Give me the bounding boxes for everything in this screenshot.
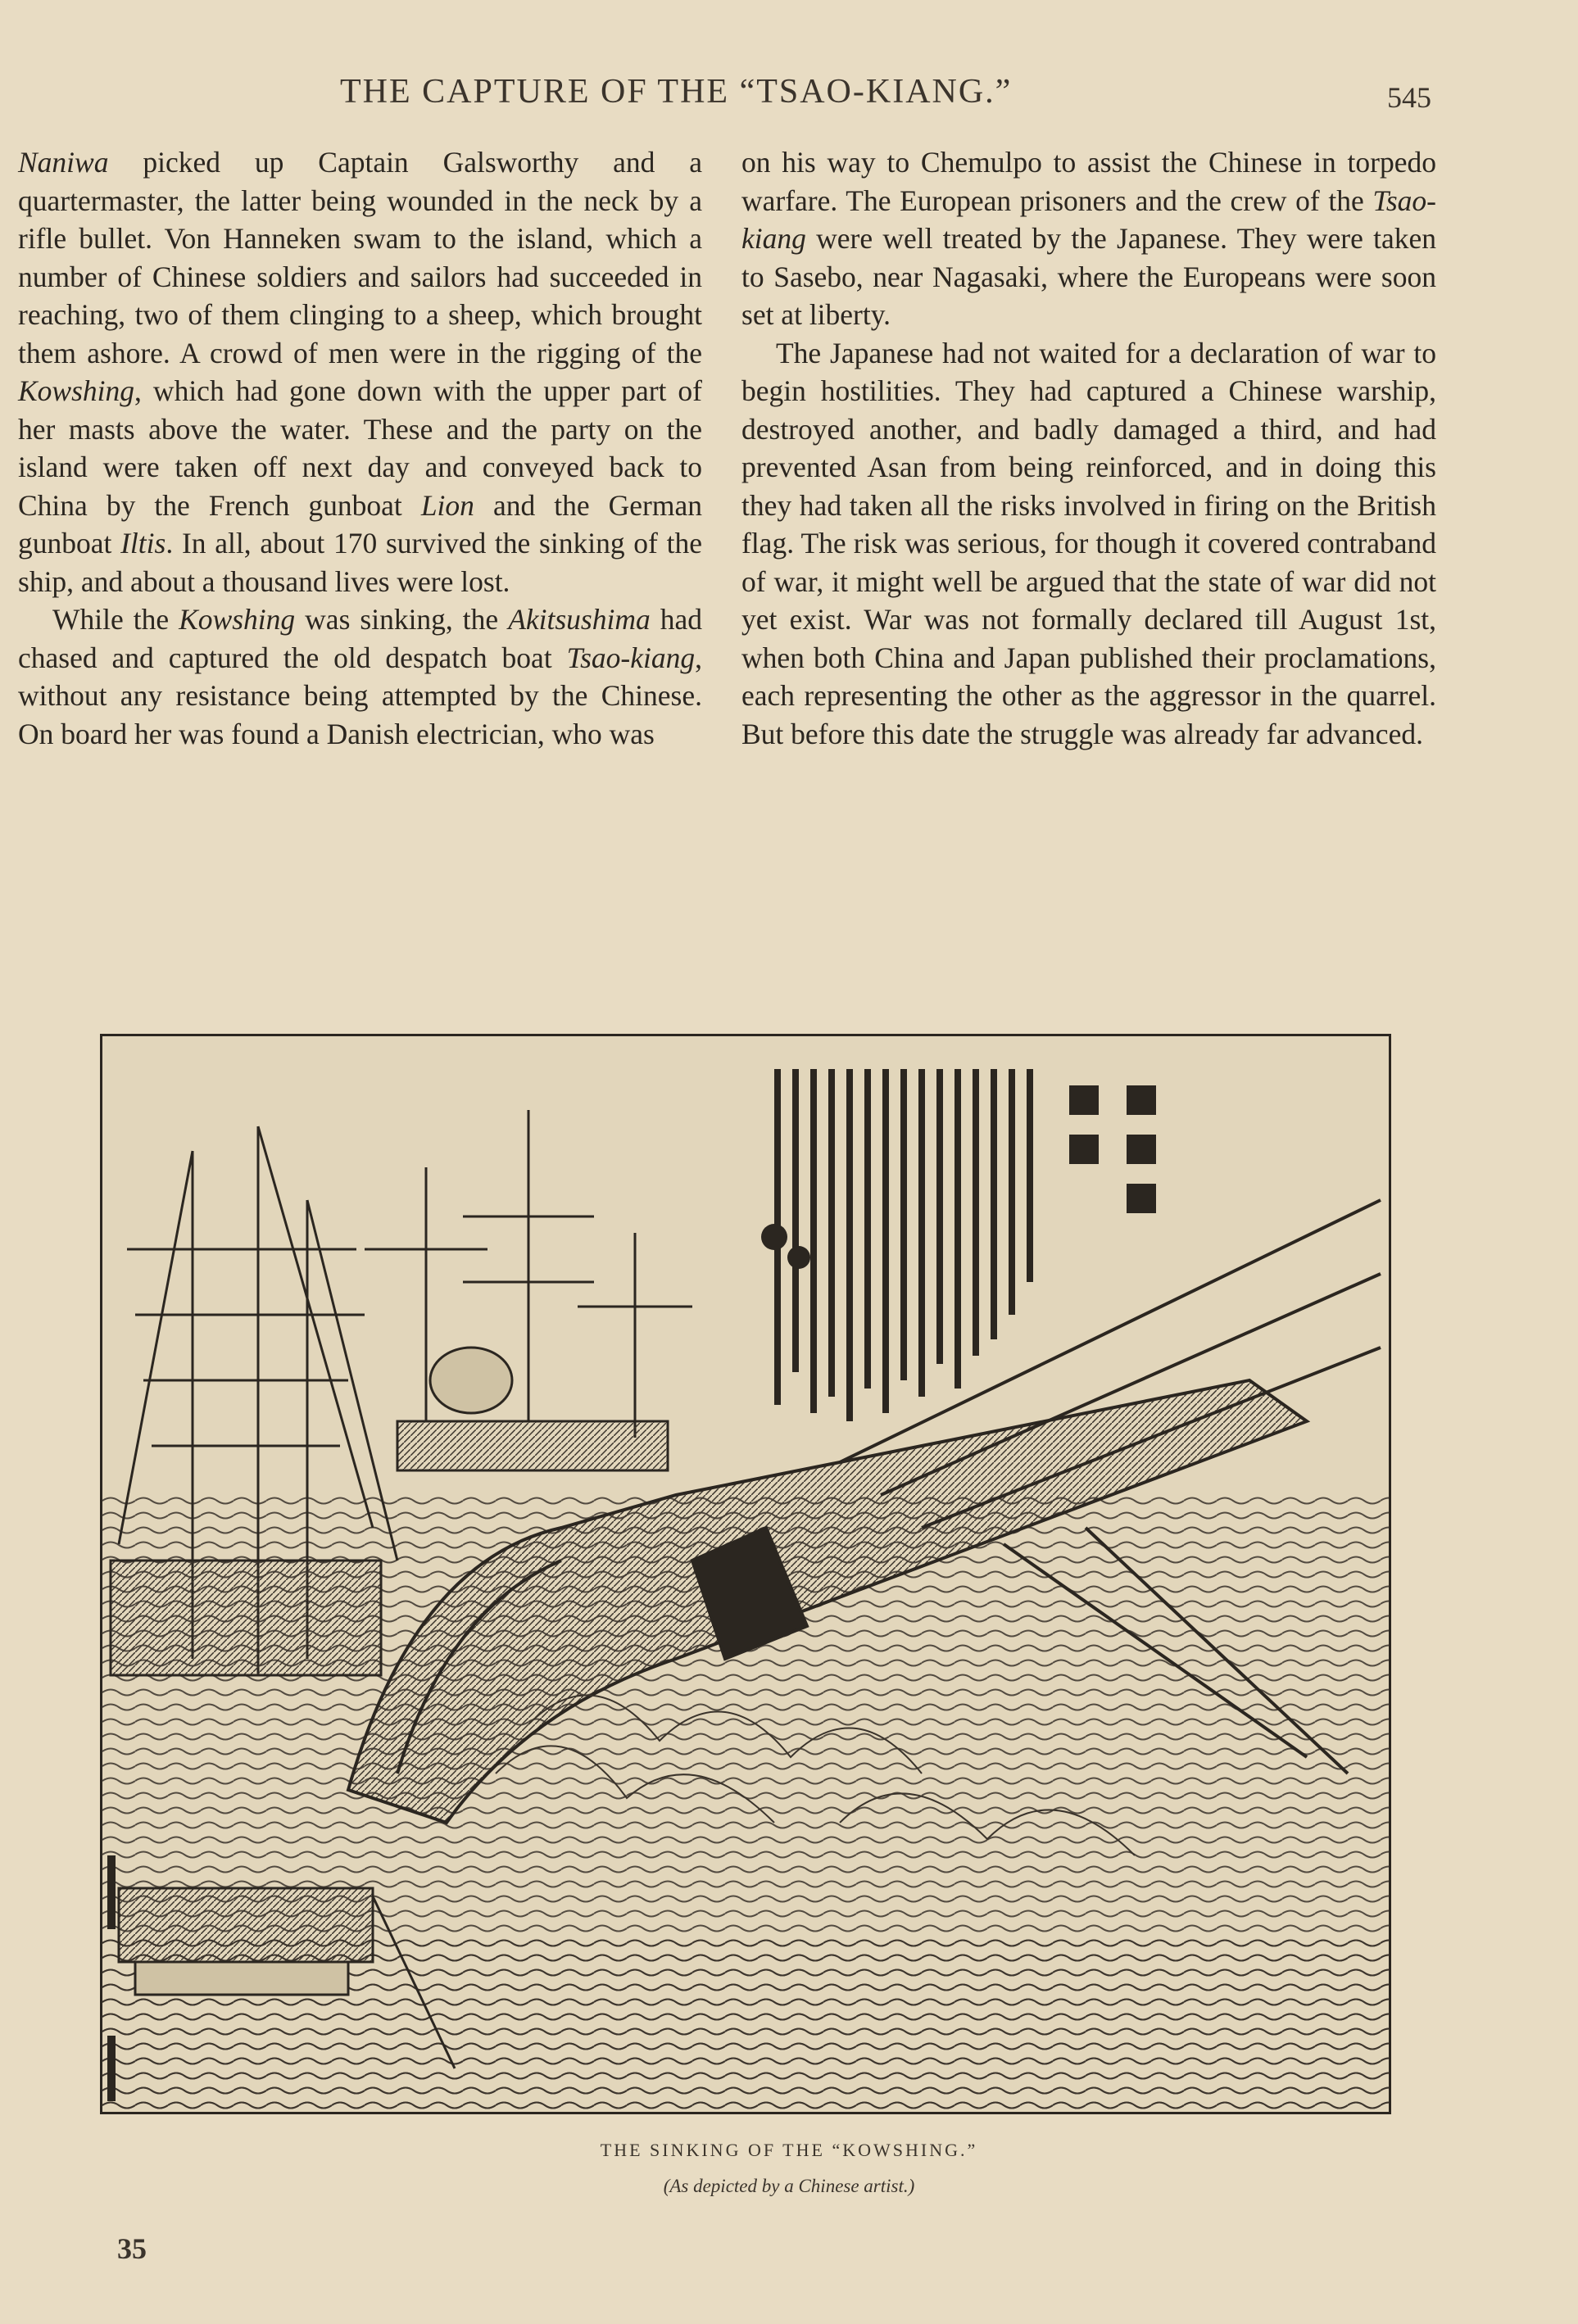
left-paragraph-1	[18, 143, 702, 600]
italic-text-run: Tsao-kiang	[566, 641, 696, 674]
italic-text-run: Akitsushima	[508, 603, 651, 636]
text-run: had chased and captured the old despatch boat	[18, 603, 703, 674]
text-run: picked up Captain Galsworthy and a quartermaster, the latter being wounded in the neck by a rifle bullet. Von Hanneken swam to the island, which a number of Chinese soldiers and sailors had succeeded in reaching, two of them clinging to a sheep, which brought them ashore. A crowd of men were in the rigging of the	[18, 146, 702, 369]
kowshing-illustration	[100, 1034, 1391, 2114]
text-run: , which had gone down with the upper part of her masts above the water. These and the party on the island were taken off next day and conveyed back to China by the French gunboat	[18, 374, 702, 522]
text-run: While the	[52, 603, 179, 636]
text-run: The Japanese had not waited for a declaration of war to begin hostilities. They had captured a Chinese warship, destroyed another, and badly damaged a third, and had prevented Asan from being reinforced, and in doing this they had taken all the risks involved in firing on the British flag. The risk was serious, for though it covered contraband of war, it might well be argued that the state of war did not yet exist. War was not formally declared till August 1st, when both China and Japan published their proclamations, each representing the other as the aggressor in the quarrel. But before this date the struggle was already far advanced.	[741, 336, 1436, 750]
text-run: . In all, about 170 survived the sinking of the ship, and about a thousand lives were lost.	[18, 527, 702, 598]
text-run: , without any resistance being attempted by the Chinese. On board her was found a Danish electrician, who was	[18, 641, 702, 750]
text-run: was sinking, the	[295, 603, 509, 636]
italic-text-run: Kowshing	[179, 603, 296, 636]
italic-text-run: Iltis	[120, 527, 166, 559]
italic-text-run: Lion	[420, 488, 474, 522]
italic-text-run: Kowshing	[18, 374, 135, 407]
italic-text-run: Tsao-kiang	[741, 183, 1436, 255]
running-head	[0, 72, 1578, 121]
running-title: THE CAPTURE OF THE “TSAO-KIANG.”	[340, 73, 1013, 111]
engraving-sinking-ship	[102, 1036, 1389, 2112]
text-run: on his way to Chemulpo to assist the Chinese in torpedo warfare. The European prisoners and the crew of the	[741, 146, 1436, 217]
figure-caption: THE SINKING OF THE “KOWSHING.”	[600, 2140, 978, 2160]
page-number: 545	[1387, 81, 1431, 114]
right-paragraph-2	[741, 334, 1436, 754]
left-paragraph-2	[18, 600, 702, 753]
text-run: and the German gunboat	[18, 488, 702, 559]
italic-text-run: Naniwa	[18, 146, 109, 179]
figure-subcaption: (As depicted by a Chinese artist.)	[663, 2176, 915, 2196]
right-paragraph-1	[741, 143, 1436, 334]
right-column	[741, 143, 1436, 753]
left-column	[18, 143, 702, 753]
signature-mark: 35	[117, 2232, 147, 2265]
text-run: were well treated by the Japanese. They were taken to Sasebo, near Nagasaki, where the Europeans were soon set at liberty.	[741, 222, 1436, 331]
